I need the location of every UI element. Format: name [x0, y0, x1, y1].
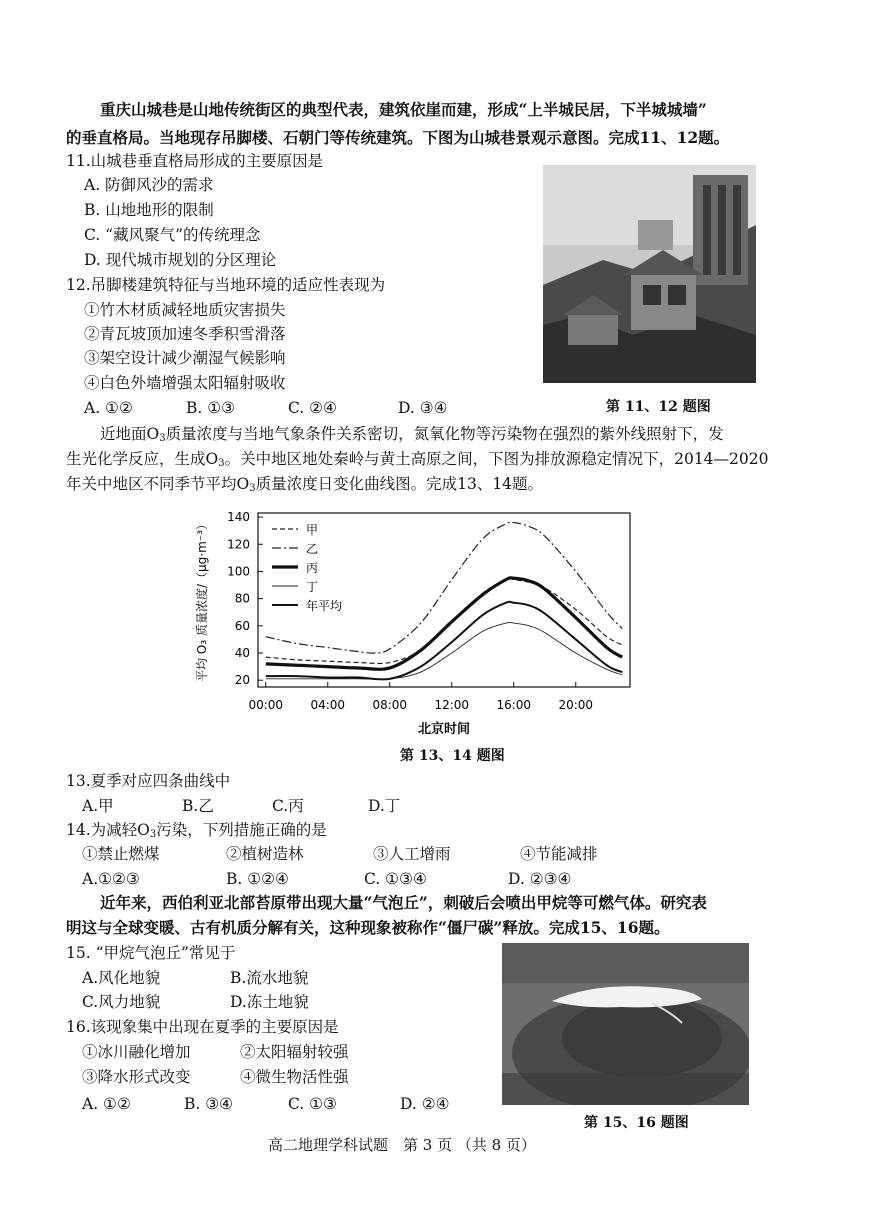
- y-tick-label: 100: [227, 564, 250, 579]
- q12-option-b: B. ①③: [186, 399, 236, 417]
- x-tick-label: 00:00: [248, 698, 284, 712]
- page-footer: 高二地理学科试题 第 3 页 （共 8 页）: [268, 1136, 536, 1154]
- q14-option-a: A.①②③: [82, 870, 140, 888]
- q14-statement-4: ④节能减排: [520, 845, 598, 863]
- q11-option-a: A. 防御风沙的需求: [84, 176, 214, 194]
- q12-statement-2: ②青瓦坡顶加速冬季积雪滑落: [84, 325, 286, 343]
- y-tick-label: 120: [227, 537, 250, 552]
- q12-statement-1: ①竹木材质减轻地质灾害损失: [84, 301, 286, 319]
- shanchengxiang-photo: [543, 165, 756, 383]
- q15-option-d: D.冻土地貌: [230, 993, 309, 1011]
- q16-statement-1: ①冰川融化增加: [82, 1043, 191, 1061]
- q13-option-d: D.丁: [368, 797, 401, 815]
- q14-statement-1: ①禁止燃煤: [82, 845, 160, 863]
- q13-option-a: A.甲: [82, 797, 114, 815]
- x-tick-label: 16:00: [496, 698, 532, 712]
- q16-option-b: B. ③④: [184, 1095, 234, 1113]
- q14-statement-3: ③人工增雨: [373, 845, 451, 863]
- q12-option-a: A. ①②: [84, 399, 133, 417]
- q14-option-b: B. ①②④: [226, 870, 289, 888]
- methane-mound-photo: [502, 943, 749, 1105]
- x-tick-label: 04:00: [310, 698, 346, 712]
- passage2-line2: 生光化学反应，生成$O_3$。关中地区地处秦岭与黄土高原之间，下图为排放源稳定情况下，2014—2020: [66, 450, 769, 469]
- q12-stem: 12.吊脚楼建筑特征与当地环境的适应性表现为: [66, 276, 386, 294]
- q13-option-c: C.丙: [272, 797, 304, 815]
- q12-option-d: D. ③④: [398, 399, 448, 417]
- figure-caption-11-12: 第 11、12 题图: [606, 399, 711, 415]
- legend-label-4: 丁: [306, 580, 319, 594]
- q16-statement-2: ②太阳辐射较强: [240, 1043, 349, 1061]
- q12-statement-4: ④白色外墙增强太阳辐射吸收: [84, 374, 286, 392]
- q15-option-c: C.风力地貌: [82, 993, 161, 1011]
- legend-label-2: 乙: [306, 542, 319, 556]
- y-axis-label: 平均 O₃ 质量浓度/（μg·m⁻³）: [195, 518, 209, 682]
- q14-stem: 14.为减轻$O_3$污染，下列措施正确的是: [66, 821, 327, 840]
- q16-statement-3: ③降水形式改变: [82, 1068, 191, 1086]
- q16-option-a: A. ①②: [82, 1095, 131, 1113]
- passage1-line1: 重庆山城巷是山地传统街区的典型代表，建筑依崖而建，形成“上半城民居，下半城城墙”: [100, 100, 707, 119]
- q11-option-c: C. “藏风聚气”的传统理念: [84, 226, 261, 244]
- y-tick-label: 60: [234, 618, 250, 633]
- y-tick-label: 140: [227, 510, 250, 525]
- passage2-line1: 近地面$O_3$质量浓度与当地气象条件关系密切，氮氧化物等污染物在强烈的紫外线照射下，发: [100, 425, 724, 444]
- q12-option-c: C. ②④: [288, 399, 337, 417]
- o3-chart-svg: [190, 505, 640, 740]
- x-tick-label: 08:00: [372, 698, 408, 712]
- passage3-line2: 明这与全球变暖、古有机质分解有关，这种现象被称作“僵尸碳”释放。完成15、16题。: [66, 918, 670, 937]
- legend-label-3: 丙: [306, 561, 319, 575]
- q16-option-d: D. ②④: [400, 1095, 450, 1113]
- q16-option-c: C. ①③: [288, 1095, 337, 1113]
- q15-stem: 15. “甲烷气泡丘”常见于: [66, 944, 236, 962]
- y-tick-label: 80: [234, 591, 250, 606]
- o3-diurnal-chart: [190, 505, 640, 740]
- x-tick-label: 12:00: [434, 698, 470, 712]
- figure-caption-13-14: 第 13、14 题图: [400, 748, 505, 764]
- y-tick-label: 40: [234, 646, 250, 661]
- q16-statement-4: ④微生物活性强: [240, 1068, 349, 1086]
- q14-option-c: C. ①③④: [364, 870, 427, 888]
- legend-label-1: 甲: [306, 523, 319, 537]
- x-axis-label: 北京时间: [417, 722, 471, 737]
- q11-option-d: D. 现代城市规划的分区理论: [84, 251, 277, 269]
- q13-option-b: B.乙: [182, 797, 214, 815]
- q11-stem: 11.山城巷垂直格局形成的主要原因是: [66, 152, 324, 170]
- q12-statement-3: ③架空设计减少潮湿气候影响: [84, 349, 286, 367]
- q15-option-b: B.流水地貌: [230, 969, 309, 987]
- q14-statement-2: ②植树造林: [226, 845, 304, 863]
- q14-option-d: D. ②③④: [508, 870, 572, 888]
- q13-stem: 13.夏季对应四条曲线中: [66, 772, 231, 790]
- passage1-line2: 的垂直格局。当地现存吊脚楼、石朝门等传统建筑。下图为山城巷景观示意图。完成11、12题。: [66, 128, 730, 147]
- passage3-line1: 近年来，西伯利亚北部苔原带出现大量“气泡丘”，刺破后会喷出甲烷等可燃气体。研究表: [100, 893, 707, 912]
- q11-option-b: B. 山地地形的限制: [84, 201, 214, 219]
- x-tick-label: 20:00: [558, 698, 594, 712]
- figure-caption-15-16: 第 15、16 题图: [584, 1115, 689, 1131]
- q16-stem: 16.该现象集中出现在夏季的主要原因是: [66, 1018, 339, 1036]
- q15-option-a: A.风化地貌: [82, 969, 161, 987]
- passage2-line3: 年关中地区不同季节平均$O_3$质量浓度日变化曲线图。完成13、14题。: [66, 475, 544, 494]
- legend-label-5: 年平均: [306, 599, 343, 613]
- y-tick-label: 20: [234, 673, 250, 688]
